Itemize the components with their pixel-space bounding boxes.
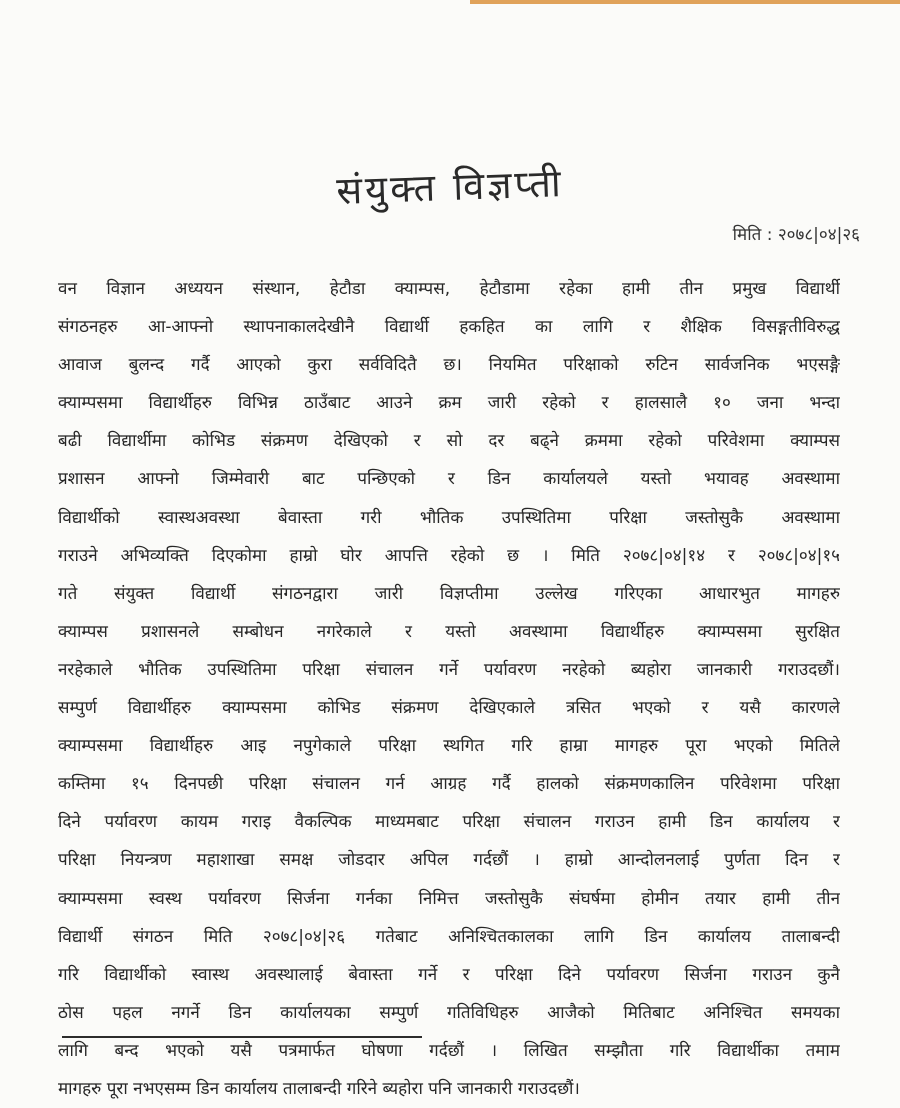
- body-line: क्याम्पस प्रशासनले सम्बोधन नगरेकाले र यस्तो अवस्थामा विद्यार्थीहरु क्याम्पसमा सुरक्षित: [58, 621, 840, 642]
- body-line: मागहरु पूरा नभएसम्म डिन कार्यालय तालाबन्दी गरिने ब्यहोरा पनि जानकारी गराउदछौं।: [58, 1078, 580, 1099]
- page-top-edge: [470, 0, 900, 4]
- body-line: आवाज बुलन्द गर्दै आएको कुरा सर्वविदितै छ। नियमित परिक्षाको रुटिन सार्वजनिक भएसङ्गै: [58, 355, 840, 376]
- body-line: परिक्षा नियन्त्रण महाशाखा समक्ष जोडदार अपिल गर्दछौं । हाम्रो आन्दोलनलाई पुर्णता दिन र: [58, 850, 840, 871]
- body-line: ठोस पहल नगर्ने डिन कार्यालयका सम्पुर्ण गतिविधिहरु आजैको मितिबाट अनिश्चित समयका: [58, 1002, 840, 1023]
- body-line: गराउने अभिव्यक्ति दिएकोमा हाम्रो घोर आपत्ति रहेको छ । मिति २०७८|०४|१४ र २०७८|०४|१५: [58, 545, 840, 566]
- body-line: वन विज्ञान अध्ययन संस्थान, हेटौडा क्याम्पस, हेटौडामा रहेका हामी तीन प्रमुख विद्यार्थी: [58, 279, 840, 299]
- body-line: क्याम्पसमा विद्यार्थीहरु आइ नपुगेकाले परिक्षा स्थगित गरि हाम्रा मागहरु पूरा भएको मितिले: [58, 736, 840, 757]
- body-line: लागि बन्द भएको यसै पत्रमार्फत घोषणा गर्दछौं । लिखित सम्झौता गरि विद्यार्थीका तमाम: [58, 1040, 840, 1061]
- body-line: संगठनहरु आ-आफ्नो स्थापनाकालदेखीनै विद्यार्थी हकहित का लागि र शैक्षिक विसङ्गतीविरुद्ध: [58, 317, 840, 338]
- body-line: क्याम्पसमा विद्यार्थीहरु विभिन्न ठाउँबाट आउने क्रम जारी रहेको र हालसालै १० जना भन्दा: [58, 393, 840, 414]
- statement-body: [58, 270, 840, 1108]
- body-line: सम्पुर्ण विद्यार्थीहरु क्याम्पसमा कोभिड संक्रमण देखिएकाले त्रसित भएको र यसै कारणले: [58, 698, 840, 719]
- body-line: गते संयुक्त विद्यार्थी संगठनद्वारा जारी विज्ञप्तीमा उल्लेख गरिएका आधारभुत मागहरु: [58, 583, 840, 604]
- body-line: बढी विद्यार्थीमा कोभिड संक्रमण देखिएको र सो दर बढ्ने क्रममा रहेको परिवेशमा क्याम्पस: [58, 431, 840, 452]
- signature-line: [62, 1036, 422, 1038]
- body-line: विद्यार्थीको स्वास्थअवस्था बेवास्ता गरी भौतिक उपस्थितिमा परिक्षा जस्तोसुकै अवस्थामा: [58, 507, 840, 528]
- body-line: गरि विद्यार्थीको स्वास्थ अवस्थालाई बेवास्ता गर्ने र परिक्षा दिने पर्यावरण सिर्जना गराउन कुनै: [58, 964, 840, 985]
- body-line: नरहेकाले भौतिक उपस्थितिमा परिक्षा संचालन गर्ने पर्यावरण नरहेको ब्यहोरा जानकारी गराउदछौं।: [58, 659, 840, 680]
- body-line: दिने पर्यावरण कायम गराइ वैकल्पिक माध्यमबाट परिक्षा संचालन गराउन हामी डिन कार्यालय र: [58, 812, 840, 833]
- body-line: क्याम्पसमा स्वस्थ पर्यावरण सिर्जना गर्नका निमित्त जस्तोसुकै संघर्षमा होमीन तयार हामी तीन: [58, 888, 840, 909]
- body-line: प्रशासन आफ्नो जिम्मेवारी बाट पन्छिएको र डिन कार्यालयले यस्तो भयावह अवस्थामा: [58, 469, 840, 490]
- body-line: विद्यार्थी संगठन मिति २०७८|०४|२६ गतेबाट अनिश्चितकालका लागि डिन कार्यालय तालाबन्दी: [58, 926, 840, 947]
- document-date: मिति : २०७८|०४|२६: [732, 225, 860, 245]
- document-title: संयुक्त विज्ञप्ती: [335, 161, 565, 213]
- body-line: कम्तिमा १५ दिनपछी परिक्षा संचालन गर्न आग्रह गर्दै हालको संक्रमणकालिन परिवेशमा परिक्षा: [58, 774, 840, 795]
